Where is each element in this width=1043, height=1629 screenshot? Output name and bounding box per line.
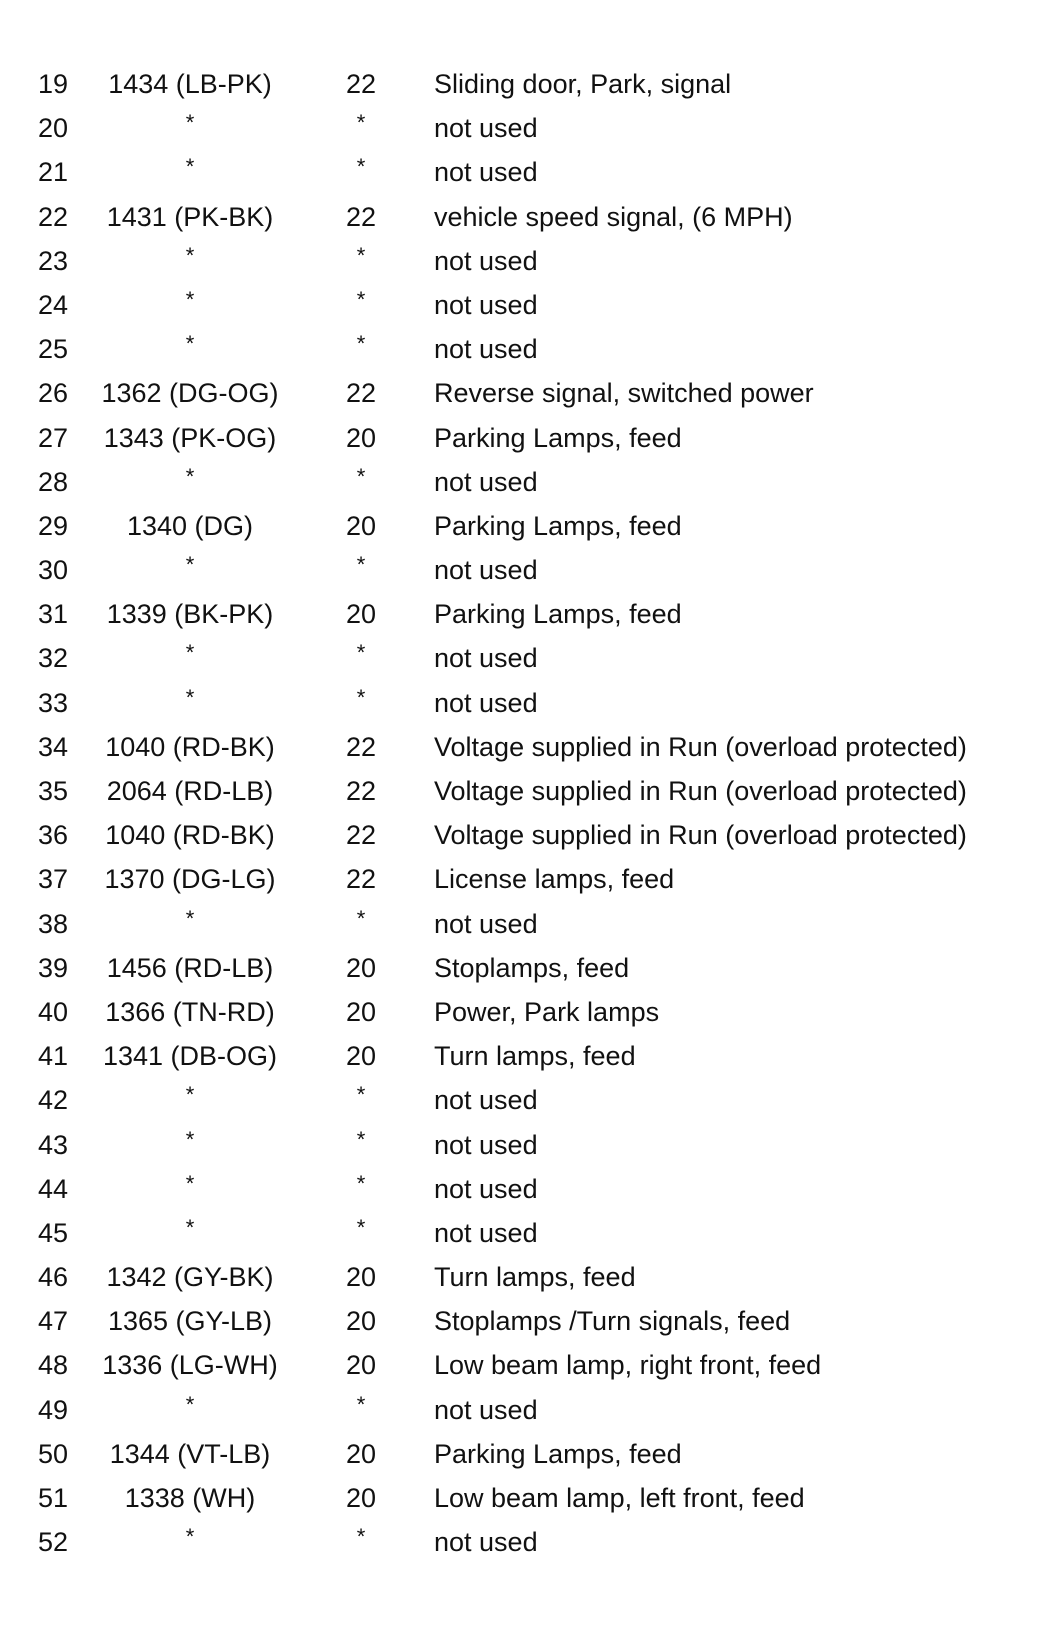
pin-number: 20 xyxy=(37,113,69,144)
wire-gauge: * xyxy=(356,1082,366,1108)
circuit-function: not used xyxy=(434,157,538,188)
circuit-wire: * xyxy=(185,463,195,489)
table-row xyxy=(0,1034,1043,1078)
circuit-function: not used xyxy=(434,1085,538,1116)
pin-number: 31 xyxy=(37,599,69,630)
circuit-function: Parking Lamps, feed xyxy=(434,1438,682,1469)
table-row xyxy=(0,1432,1043,1476)
circuit-wire: 1344 (VT-LB) xyxy=(109,1438,271,1469)
circuit-wire: * xyxy=(185,1082,195,1108)
circuit-function: Power, Park lamps xyxy=(434,996,660,1027)
circuit-wire: * xyxy=(185,286,195,312)
circuit-wire: * xyxy=(185,331,195,357)
table-row xyxy=(0,1255,1043,1299)
pin-number: 28 xyxy=(37,466,69,497)
circuit-function: vehicle speed signal, (6 MPH) xyxy=(434,201,793,232)
table-row xyxy=(0,1343,1043,1387)
circuit-wire: * xyxy=(185,1126,195,1152)
pin-number: 40 xyxy=(37,996,69,1027)
pin-number: 32 xyxy=(37,643,69,674)
circuit-wire: 1040 (RD-BK) xyxy=(105,820,275,851)
wire-gauge: * xyxy=(356,331,366,357)
pin-number: 29 xyxy=(37,510,69,541)
wire-gauge: 20 xyxy=(345,1438,377,1469)
circuit-function: Turn lamps, feed xyxy=(434,1262,636,1293)
pin-number: 41 xyxy=(37,1041,69,1072)
table-row xyxy=(0,106,1043,150)
circuit-function: not used xyxy=(434,687,538,718)
circuit-function: Voltage supplied in Run (overload protected) xyxy=(434,820,967,851)
circuit-wire: 1365 (GY-LB) xyxy=(107,1306,273,1337)
circuit-function: not used xyxy=(434,1173,538,1204)
circuit-wire: 1362 (DG-OG) xyxy=(101,378,279,409)
circuit-function: Parking Lamps, feed xyxy=(434,510,682,541)
pin-number: 34 xyxy=(37,731,69,762)
wire-gauge: 22 xyxy=(345,731,377,762)
circuit-function: not used xyxy=(434,113,538,144)
circuit-function: not used xyxy=(434,908,538,939)
circuit-wire: * xyxy=(185,242,195,268)
wire-gauge: * xyxy=(356,640,366,666)
circuit-wire: 2064 (RD-LB) xyxy=(106,776,274,806)
table-row xyxy=(0,1388,1043,1432)
wire-gauge: 22 xyxy=(345,69,377,99)
wire-gauge: 20 xyxy=(345,599,377,630)
circuit-wire: 1336 (LG-WH) xyxy=(102,1350,278,1381)
pin-number: 24 xyxy=(37,289,69,320)
pin-number: 23 xyxy=(37,245,69,276)
wire-gauge: * xyxy=(356,154,366,180)
table-row xyxy=(0,946,1043,990)
circuit-wire: * xyxy=(185,905,195,931)
wire-gauge: * xyxy=(356,552,366,578)
table-row xyxy=(0,1078,1043,1122)
wire-gauge: * xyxy=(356,1214,366,1240)
circuit-function: not used xyxy=(434,1394,538,1425)
pinout-table xyxy=(0,62,1043,1564)
table-row xyxy=(0,636,1043,680)
circuit-wire: 1431 (PK-BK) xyxy=(106,201,274,232)
pin-number: 50 xyxy=(37,1438,69,1469)
circuit-wire: 1456 (RD-LB) xyxy=(106,952,274,983)
circuit-wire: 1338 (WH) xyxy=(124,1483,256,1513)
circuit-function: Parking Lamps, feed xyxy=(434,422,682,453)
table-row xyxy=(0,1123,1043,1167)
circuit-wire: 1040 (RD-BK) xyxy=(105,731,275,762)
circuit-function: not used xyxy=(434,1527,538,1558)
circuit-function: Sliding door, Park, signal xyxy=(434,69,732,99)
table-row xyxy=(0,725,1043,769)
wire-gauge: 20 xyxy=(345,510,377,541)
pin-number: 46 xyxy=(37,1262,69,1293)
circuit-function: Voltage supplied in Run (overload protected) xyxy=(434,731,967,762)
table-row xyxy=(0,857,1043,901)
circuit-function: not used xyxy=(434,643,538,674)
pin-number: 22 xyxy=(37,201,69,232)
wire-gauge: 22 xyxy=(345,201,377,232)
wire-gauge: * xyxy=(356,110,366,136)
table-row xyxy=(0,416,1043,460)
table-row xyxy=(0,460,1043,504)
circuit-function: Reverse signal, switched power xyxy=(434,378,814,409)
wire-gauge: 22 xyxy=(345,378,377,409)
circuit-function: not used xyxy=(434,555,538,586)
wire-gauge: 20 xyxy=(345,1350,377,1381)
wire-gauge: * xyxy=(356,463,366,489)
circuit-function: Voltage supplied in Run (overload protected) xyxy=(434,776,967,806)
circuit-function: not used xyxy=(434,466,538,497)
wire-gauge: 20 xyxy=(345,1306,377,1337)
circuit-wire: * xyxy=(185,1214,195,1240)
circuit-wire: 1366 (TN-RD) xyxy=(105,996,275,1027)
wire-gauge: 20 xyxy=(345,952,377,983)
pin-number: 33 xyxy=(37,687,69,718)
circuit-wire: 1340 (DG) xyxy=(126,510,254,541)
wire-gauge: * xyxy=(356,242,366,268)
wire-gauge: * xyxy=(356,1126,366,1152)
table-row xyxy=(0,1299,1043,1343)
wire-gauge: 20 xyxy=(345,1483,377,1513)
table-row xyxy=(0,371,1043,415)
circuit-function: not used xyxy=(434,245,538,276)
circuit-wire: 1342 (GY-BK) xyxy=(106,1262,274,1293)
wire-gauge: * xyxy=(356,905,366,931)
circuit-wire: 1339 (BK-PK) xyxy=(106,599,274,630)
circuit-function: Turn lamps, feed xyxy=(434,1041,636,1072)
pin-number: 35 xyxy=(37,776,69,806)
circuit-wire: 1343 (PK-OG) xyxy=(103,422,277,453)
pin-number: 26 xyxy=(37,378,69,409)
pin-number: 47 xyxy=(37,1306,69,1337)
circuit-wire: * xyxy=(185,1170,195,1196)
circuit-function: Parking Lamps, feed xyxy=(434,599,682,630)
circuit-function: not used xyxy=(434,1217,538,1248)
pin-number: 48 xyxy=(37,1350,69,1381)
pin-number: 37 xyxy=(37,864,69,895)
circuit-wire: * xyxy=(185,1391,195,1417)
circuit-wire: 1341 (DB-OG) xyxy=(102,1041,278,1072)
pin-number: 44 xyxy=(37,1173,69,1204)
table-row xyxy=(0,1211,1043,1255)
wire-gauge: 22 xyxy=(345,864,377,895)
table-row xyxy=(0,1520,1043,1564)
circuit-wire: * xyxy=(185,154,195,180)
wire-gauge: 22 xyxy=(345,820,377,851)
pin-number: 51 xyxy=(37,1483,69,1513)
wire-gauge: 20 xyxy=(345,996,377,1027)
table-row xyxy=(0,1167,1043,1211)
pin-number: 21 xyxy=(37,157,69,188)
circuit-function: Low beam lamp, left front, feed xyxy=(434,1483,805,1513)
pin-number: 25 xyxy=(37,334,69,365)
pin-number: 36 xyxy=(37,820,69,851)
pin-number: 27 xyxy=(37,422,69,453)
table-row xyxy=(0,592,1043,636)
circuit-wire: * xyxy=(185,110,195,136)
pin-number: 45 xyxy=(37,1217,69,1248)
wire-gauge: * xyxy=(356,1391,366,1417)
circuit-function: Stoplamps, feed xyxy=(434,952,630,983)
circuit-function: not used xyxy=(434,1129,538,1160)
circuit-function: not used xyxy=(434,334,538,365)
wire-gauge: * xyxy=(356,1170,366,1196)
wire-gauge: 22 xyxy=(345,776,377,806)
pin-number: 43 xyxy=(37,1129,69,1160)
table-row xyxy=(0,504,1043,548)
pin-number: 39 xyxy=(37,952,69,983)
table-row xyxy=(0,681,1043,725)
table-row xyxy=(0,283,1043,327)
pin-number: 19 xyxy=(37,69,69,99)
table-row xyxy=(0,769,1043,813)
wire-gauge: 20 xyxy=(345,422,377,453)
wire-gauge: * xyxy=(356,684,366,710)
pin-number: 30 xyxy=(37,555,69,586)
circuit-wire: * xyxy=(185,640,195,666)
table-row xyxy=(0,195,1043,239)
circuit-function: License lamps, feed xyxy=(434,864,675,895)
circuit-wire: 1370 (DG-LG) xyxy=(104,864,276,895)
pin-number: 38 xyxy=(37,908,69,939)
table-row xyxy=(0,327,1043,371)
wire-gauge: 20 xyxy=(345,1041,377,1072)
wire-gauge: 20 xyxy=(345,1262,377,1293)
table-row xyxy=(0,548,1043,592)
table-row xyxy=(0,150,1043,194)
circuit-function: Low beam lamp, right front, feed xyxy=(434,1350,822,1381)
pin-number: 42 xyxy=(37,1085,69,1116)
circuit-function: Stoplamps /Turn signals, feed xyxy=(434,1306,791,1337)
pin-number: 52 xyxy=(37,1527,69,1558)
circuit-wire: * xyxy=(185,552,195,578)
circuit-wire: 1434 (LB-PK) xyxy=(108,69,272,99)
pin-number: 49 xyxy=(37,1394,69,1425)
wire-gauge: * xyxy=(356,286,366,312)
wire-gauge: * xyxy=(356,1524,366,1550)
table-row xyxy=(0,902,1043,946)
table-row xyxy=(0,813,1043,857)
circuit-function: not used xyxy=(434,289,538,320)
table-row xyxy=(0,62,1043,106)
table-row xyxy=(0,239,1043,283)
table-row xyxy=(0,1476,1043,1520)
circuit-wire: * xyxy=(185,684,195,710)
circuit-wire: * xyxy=(185,1524,195,1550)
table-row xyxy=(0,990,1043,1034)
